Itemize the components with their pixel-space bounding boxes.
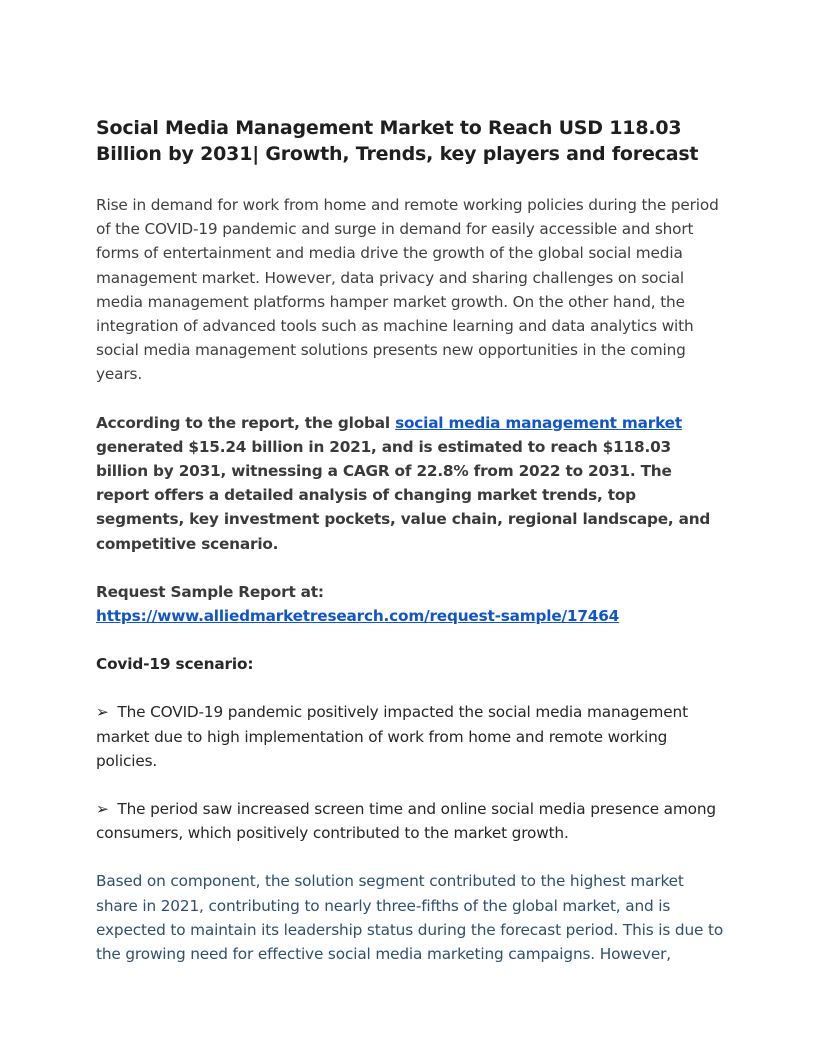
- market-report-link[interactable]: social media management market: [395, 413, 682, 432]
- report-text-before: According to the report, the global: [96, 413, 396, 432]
- arrow-bullet-icon: ➢: [96, 703, 109, 722]
- report-text-after: generated $15.24 billion in 2021, and is estimated to reach $118.03 billion by 2031, witnessing a CAGR of 22.8% from 2022 to 2031. The report offers a detailed analysis of changing market trends, top segments, key investment pockets, value chain, regional landscape, and competitive scenario.: [96, 437, 711, 553]
- arrow-bullet-icon: ➢: [96, 800, 109, 819]
- sample-request-label: Request Sample Report at:: [96, 582, 324, 601]
- report-paragraph: [96, 411, 724, 556]
- sample-request-paragraph: [96, 580, 724, 628]
- intro-paragraph: Rise in demand for work from home and remote working policies during the period of the COVID-19 pandemic and surge in demand for easily accessible and short forms of entertainment and media drive the growth of the global social media management market. However, data privacy and sharing challenges on social media management platforms hamper market growth. On the other hand, the integration of advanced tools such as machine learning and data analytics with social media management solutions presents new opportunities in the coming years.: [96, 196, 719, 384]
- covid-bullet: [96, 797, 724, 845]
- component-paragraph: Based on component, the solution segment contributed to the highest market share in 2021, contributing to nearly three-fifths of the global market, and is expected to maintain its leadership status during the forecast period. This is due to the growing need for effective social media marketing campaigns. However,: [96, 872, 724, 964]
- covid-bullet-text: The period saw increased screen time and online social media presence among consumers, which positively contributed to the market growth.: [96, 800, 716, 843]
- sample-request-link[interactable]: https://www.alliedmarketresearch.com/request-sample/17464: [96, 607, 620, 626]
- document-page: [96, 115, 724, 990]
- covid-heading: Covid-19 scenario:: [96, 655, 254, 674]
- covid-bullet-text: The COVID-19 pandemic positively impacted the social media management market due to high implementation of work from home and remote working policies.: [96, 703, 688, 770]
- covid-bullet: [96, 700, 724, 773]
- page-title: Social Media Management Market to Reach USD 118.03 Billion by 2031| Growth, Trends, key players and forecast: [96, 117, 699, 165]
